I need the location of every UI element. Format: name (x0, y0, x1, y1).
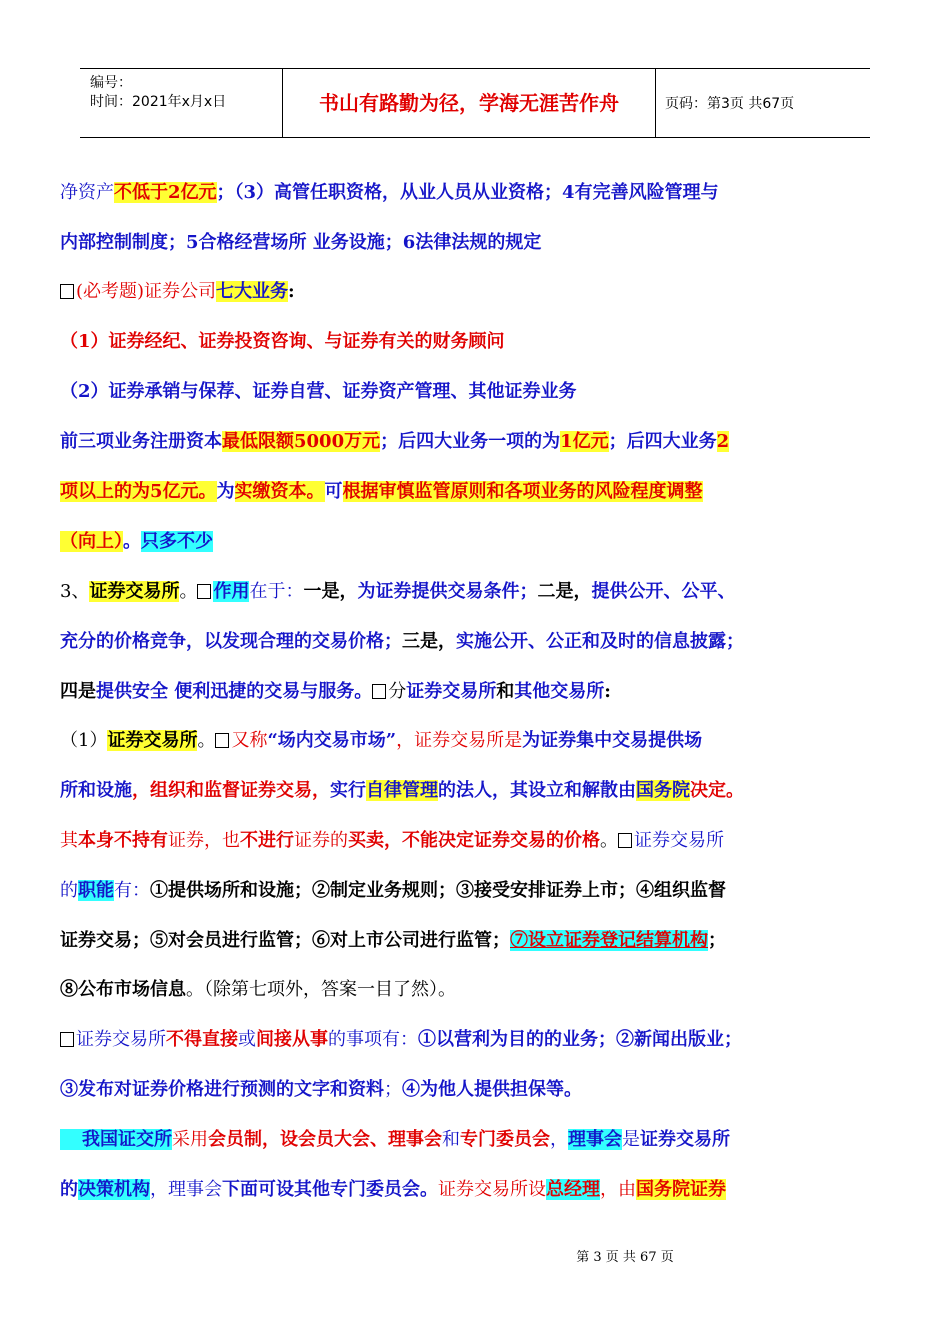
highlight-text: 2 (716, 431, 730, 452)
text-run: ，理事会 (150, 1179, 222, 1200)
page-footer: 第 3 页 共 67 页 (576, 1250, 674, 1265)
text-line (60, 522, 898, 562)
header-motto: 书山有路勤为径，学海无涯苦作舟 (283, 69, 656, 137)
text-run: 本身不持有 (78, 830, 168, 851)
text-run: 证券交易；⑤对会员进行监管；⑥对上市公司进行监管； (60, 930, 510, 951)
checkbox-square-icon (618, 833, 632, 848)
checkbox-square-icon (60, 284, 74, 299)
text-line (60, 721, 898, 761)
text-line (60, 1170, 898, 1210)
text-run: 四是 (60, 681, 96, 702)
text-run: 有： (114, 880, 150, 901)
text-run: 3、 (60, 581, 90, 602)
highlight-text: 不低于2亿元 (114, 182, 217, 203)
text-run: 证券交易所 (406, 681, 497, 702)
text-run: ；后四大业务 (608, 431, 717, 452)
highlight-text: 我国证交所 (60, 1129, 172, 1150)
text-run: 。（除第七项外，答案一目了然）。 (186, 979, 456, 1000)
text-run: 提供公开、公平、 (591, 581, 736, 602)
text-run: 其他交易所 (514, 681, 605, 702)
text-run: 为证券集中交易提供场 (522, 730, 703, 751)
text-run: 证券的 (294, 830, 348, 851)
highlight-text: 只多不少 (141, 531, 213, 552)
text-run: 的事项有： (328, 1029, 418, 1050)
text-line (60, 771, 898, 811)
text-run: 在于： (249, 581, 304, 602)
checkbox-square-icon (215, 733, 229, 748)
text-run: ，组织和监督证券交易， (132, 780, 330, 801)
text-run: 充分的价格竞争，以发现合理的交易价格； (60, 631, 402, 652)
text-run: 三是， (402, 631, 456, 652)
text-run: 为 (216, 481, 235, 502)
text-run: ；（3）高管任职资格，从业人员从业资格；4有完善风险管理与 (216, 182, 719, 203)
highlight-text: 最低限额5000万元 (222, 431, 381, 452)
text-run: 证券交易所 (634, 830, 724, 851)
text-run: （2）证券承销与保荐、证券自营、证券资产管理、其他证券业务 (60, 381, 577, 402)
text-line (60, 173, 898, 213)
text-run: ； (708, 930, 726, 951)
text-run: 或 (238, 1029, 256, 1050)
text-run: 买卖，不能决定证券交易的价格 (348, 830, 600, 851)
text-run: ，由 (600, 1179, 636, 1200)
header-meta (80, 69, 283, 137)
text-run: （1）证券经纪、证券投资咨询、与证券有关的财务顾问 (60, 331, 505, 352)
text-run: 不进行 (240, 830, 294, 851)
highlight-text: 总经理 (546, 1179, 600, 1200)
text-run: ①以营利为目的的业务；②新闻出版业； (418, 1029, 742, 1050)
text-run: 。 (123, 531, 141, 552)
text-line (60, 672, 898, 712)
highlight-text: 国务院证券 (636, 1179, 726, 1200)
text-line (60, 223, 898, 263)
checkbox-square-icon (60, 1032, 74, 1047)
text-run: ④为他人提供担保等。 (402, 1079, 582, 1100)
text-run: ⑧公布市场信息 (60, 979, 186, 1000)
text-run: : (604, 681, 611, 702)
highlight-text: 根据审慎监管原则和各项业务的风险程度调整 (342, 481, 703, 502)
text-run: 证券交易所设 (438, 1179, 546, 1200)
text-run: ；后四大业务一项的为 (380, 431, 561, 452)
text-run: 。 (197, 730, 216, 751)
text-line (60, 422, 898, 462)
text-run: 的 (60, 880, 78, 901)
text-run: 一是， (303, 581, 358, 602)
text-run: 为证券提供交易条件； (357, 581, 538, 602)
highlight-text: 理事会 (568, 1129, 622, 1150)
text-run: 实行 (330, 780, 366, 801)
highlight-text: 实缴资本。 (234, 481, 325, 502)
text-run: 。 (179, 581, 198, 602)
text-line (60, 622, 898, 662)
text-run: 的 (60, 1179, 78, 1200)
text-line (60, 1070, 898, 1110)
highlight-text: 1亿元 (560, 431, 609, 452)
text-line (60, 871, 898, 911)
text-run: 。 (600, 830, 618, 851)
text-run: 是 (622, 1129, 640, 1150)
text-line (60, 472, 898, 512)
text-line (60, 572, 898, 612)
text-run: 提供安全 便利迅捷的交易与服务。 (96, 681, 373, 702)
text-run: （1） (60, 730, 108, 751)
highlight-text: 自律管理 (366, 780, 438, 801)
highlight-text: 证券交易所 (89, 581, 180, 602)
text-run: 又称 (231, 730, 268, 751)
text-run: ①提供场所和设施；②制定业务规则；③接受安排证券上市；④组织监督 (150, 880, 726, 901)
text-run: 和 (442, 1129, 460, 1150)
highlight-text: 证券交易所 (107, 730, 198, 751)
text-line (60, 921, 898, 961)
text-run: 下面可设其他专门委员会。 (222, 1179, 438, 1200)
text-run: 不得直接 (166, 1029, 238, 1050)
text-run: 前三项业务注册资本 (60, 431, 222, 452)
text-run: ； (384, 1079, 402, 1100)
text-run: 二是， (537, 581, 592, 602)
text-run: ， (550, 1129, 568, 1150)
text-run: 和 (496, 681, 515, 702)
header-date: 时间：2021年x月x日 (90, 94, 227, 110)
text-run: 证券，也 (168, 830, 240, 851)
text-run: 决定。 (690, 780, 744, 801)
text-run: 可 (324, 481, 343, 502)
text-run: 证券交易所 (640, 1129, 730, 1150)
text-run: 的法人，其设立和解散由 (438, 780, 636, 801)
text-line (60, 372, 898, 412)
highlight-text: 决策机构 (78, 1179, 150, 1200)
header-number: 编号： (90, 75, 132, 91)
highlight-text: 项以上的为5亿元。 (60, 481, 217, 502)
highlight-text: 作用 (213, 581, 250, 602)
text-line (60, 970, 898, 1010)
text-run: 实施公开、公正和及时的信息披露； (456, 631, 744, 652)
text-run: 所和设施 (60, 780, 132, 801)
text-line (60, 1120, 898, 1160)
highlight-text: ⑦设立证券登记结算机构 (510, 930, 708, 951)
checkbox-square-icon (197, 584, 211, 599)
text-run: : (288, 281, 295, 302)
highlight-text: 国务院 (636, 780, 690, 801)
text-line (60, 322, 898, 362)
text-run: ③发布对证券价格进行预测的文字和资料 (60, 1079, 384, 1100)
text-run: (必考题)证券公司 (76, 281, 217, 302)
highlight-text: （向上） (60, 531, 123, 552)
text-run: 内部控制制度；5合格经营场所 业务设施；6法律法规的规定 (60, 232, 542, 253)
text-run: 会员制，设会员大会、理事会 (208, 1129, 442, 1150)
text-line (60, 1020, 898, 1060)
text-line (60, 821, 898, 861)
text-line (60, 272, 898, 312)
page-header (80, 68, 870, 138)
highlight-text: 职能 (78, 880, 114, 901)
header-page-info: 页码：第3页 共67页 (665, 96, 795, 112)
text-run: 间接从事 (256, 1029, 328, 1050)
text-run: 证券交易所 (76, 1029, 166, 1050)
text-run: 采用 (172, 1129, 208, 1150)
text-run: 专门委员会 (460, 1129, 550, 1150)
text-run: “场内交易市场” (267, 730, 397, 751)
text-run: 分 (388, 681, 407, 702)
highlight-text: 七大业务 (216, 281, 289, 302)
text-run: 其 (60, 830, 78, 851)
checkbox-square-icon (372, 684, 386, 699)
text-run: ，证券交易所是 (396, 730, 523, 751)
text-run: 净资产 (60, 182, 114, 203)
